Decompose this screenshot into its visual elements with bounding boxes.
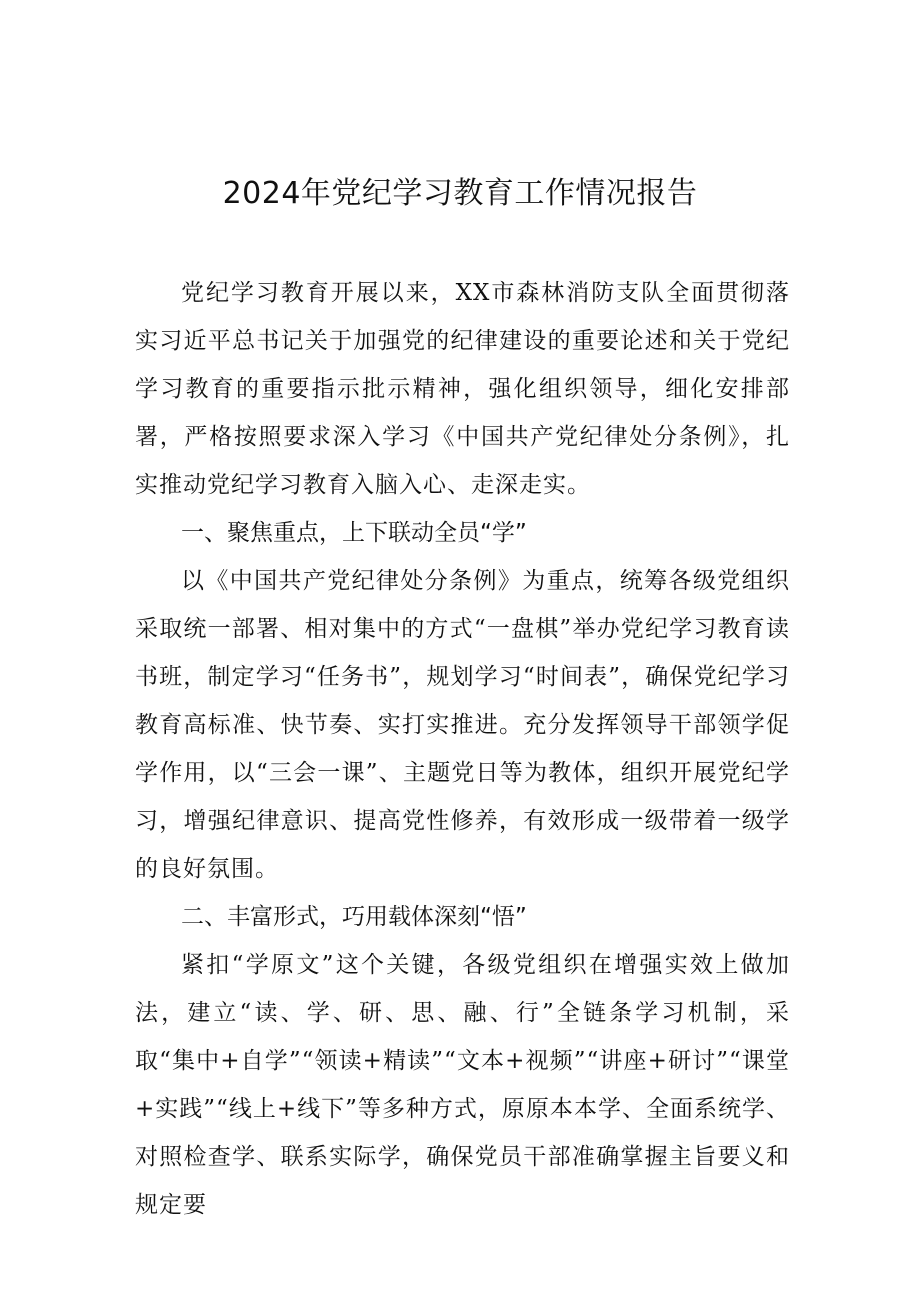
section-2-heading: 二、丰富形式，巧用载体深刻“悟”: [181, 904, 527, 930]
section-1-body: 以《中国共产党纪律处分条例》为重点，统筹各级党组织采取统一部署、相对集中的方式“一盘棋”举办党纪学习教育读书班，制定学习“任务书”，规划学习“时间表”，确保党纪学习教育高标准、快节奏、实打实推进。充分发挥领导干部领学促学作用，以“三会一课”、主题党日等为教体，组织开展党纪学习，增强纪律意识、提高党性修养，有效形成一级带着一级学的良好氛围。: [135, 568, 790, 882]
intro-paragraph: 党纪学习教育开展以来，XX市森林消防支队全面贯彻落实习近平总书记关于加强党的纪律建设的重要论述和关于党纪学习教育的重要指示批示精神，强化组织领导，细化安排部署，严格按照要求深入学习《中国共产党纪律处分条例》，扎实推动党纪学习教育入脑入心、走深走实。: [135, 280, 790, 498]
section-2-body: 紧扣“学原文”这个关键，各级党组织在增强实效上做加法，建立“读、学、研、思、融、行”全链条学习机制，采取“集中+自学”“领读+精读”“文本+视频”“讲座+研讨”“课堂+实践”“线上+线下”等多种方式，原原本本学、全面系统学、对照检查学、联系实际学，确保党员干部准确掌握主旨要义和规定要: [135, 952, 790, 1218]
document-title: 2024年党纪学习教育工作情况报告: [222, 176, 698, 211]
section-1-heading: 一、聚焦重点，上下联动全员“学”: [181, 520, 527, 546]
